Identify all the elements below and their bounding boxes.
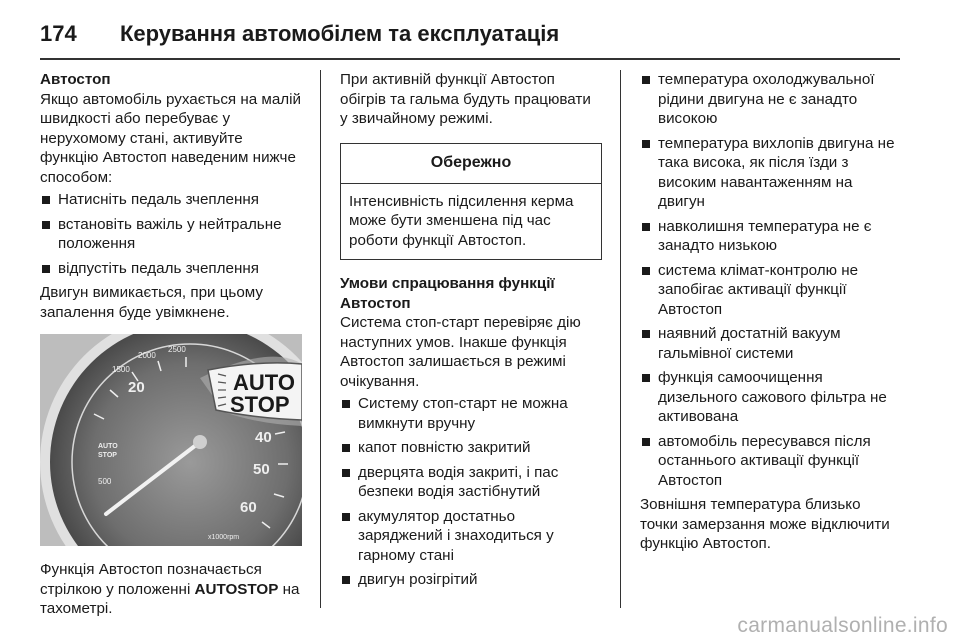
column-1 <box>40 70 302 619</box>
list-item: Систему стоп-старт не можна вимкнути вручну <box>340 394 602 433</box>
column-divider-1 <box>320 70 321 608</box>
conditions-intro: Система стоп-старт перевіряє дію наступних умов. Інакше функція Автостоп залишається в режимі очікування. <box>340 314 581 390</box>
bullet-icon <box>642 76 650 84</box>
list-item: температура вихлопів двигуна не така висока, як після їзди з високим навантаженням на двигун <box>640 134 902 212</box>
bullet-icon <box>642 140 650 148</box>
list-item: система клімат-контролю не запобігає активації функції Автостоп <box>640 261 902 320</box>
bullet-icon <box>642 223 650 231</box>
dial-stop-label-auto: AUTO <box>98 443 118 450</box>
header-divider <box>40 58 900 60</box>
caution-title: Обережно <box>341 144 601 184</box>
tachometer-figure <box>40 334 302 546</box>
caution-body: Інтенсивність підсилення керма може бути зменшена під час роботи функції Автостоп. <box>349 192 574 249</box>
freezing-note: Зовнішня температура близько точки замерзання може відключити функцію Автостоп. <box>640 496 890 552</box>
conditions-list-continued <box>640 70 902 490</box>
list-item: функція самоочищення дизельного сажового фільтра не активована <box>640 368 902 427</box>
bullet-icon <box>642 330 650 338</box>
conditions-list <box>340 394 602 590</box>
section-heading-conditions: Умови спрацювання функції Автостоп <box>340 275 555 312</box>
heating-brakes-text: При активній функції Автостоп обігрів та гальма будуть працювати у звичайному режимі. <box>340 71 591 127</box>
dial-label-60: 60 <box>240 499 257 516</box>
bullet-icon <box>42 265 50 273</box>
list-item: акумулятор достатньо заряджений і знаходиться у гарному стані <box>340 507 602 566</box>
bullet-icon <box>342 400 350 408</box>
watermark: carmanualsonline.info <box>737 614 948 637</box>
list-item: встановіть важіль у нейтральне положення <box>40 215 302 254</box>
dial-label-20: 20 <box>128 379 145 396</box>
bullet-icon <box>642 374 650 382</box>
bullet-icon <box>42 196 50 204</box>
list-item: капот повністю закритий <box>340 438 602 458</box>
bullet-icon <box>342 444 350 452</box>
list-item: дверцята водія закриті, і пас безпеки водія застібнутий <box>340 463 602 502</box>
page-header <box>40 14 559 54</box>
column-divider-2 <box>620 70 621 608</box>
activation-steps-list <box>40 190 302 278</box>
needle-hub <box>193 435 207 449</box>
dial-label-500: 500 <box>98 477 112 486</box>
dial-label-40: 40 <box>255 429 272 446</box>
column-3 <box>640 70 902 554</box>
bullet-icon <box>642 438 650 446</box>
badge-stop-text: STOP <box>230 392 290 417</box>
list-item: відпустіть педаль зчеплення <box>40 259 302 279</box>
list-item: навколишня температура не є занадто низькою <box>640 217 902 256</box>
autostop-badge <box>208 363 302 420</box>
bullet-icon <box>42 221 50 229</box>
dial-label-rpm: x1000rpm <box>208 534 240 541</box>
page-number: 174 <box>40 21 77 46</box>
column-2 <box>340 70 602 595</box>
dial-label-2500: 2500 <box>168 345 186 354</box>
list-item: двигун розігрітий <box>340 570 602 590</box>
list-item: автомобіль пересувався після останнього активації функції Автостоп <box>640 432 902 491</box>
tachometer-illustration <box>40 334 302 546</box>
dial-label-2000: 2000 <box>138 351 156 360</box>
list-item: наявний достатній вакуум гальмівної системи <box>640 324 902 363</box>
section-heading-autostop: Автостоп <box>40 71 111 88</box>
autostop-intro: Якщо автомобіль рухається на малій швидкості або перебуває у нерухомому стані, активуйте функцію Автостоп наведеним нижче способом: <box>40 90 302 186</box>
badge-auto-text: AUTO <box>233 370 295 395</box>
bullet-icon <box>342 469 350 477</box>
bullet-icon <box>642 267 650 275</box>
dial-label-1500: 1500 <box>112 365 130 374</box>
dial-stop-label-stop: STOP <box>98 452 117 459</box>
bullet-icon <box>342 513 350 521</box>
dial-label-50: 50 <box>253 461 270 478</box>
list-item: температура охолоджувальної рідини двигуна не є занадто високою <box>640 70 902 129</box>
list-item: Натисніть педаль зчеплення <box>40 190 302 210</box>
page-title: Керування автомобілем та експлуатація <box>120 21 560 46</box>
bullet-icon <box>342 576 350 584</box>
engine-off-text: Двигун вимикається, при цьому запалення буде увімкнене. <box>40 284 263 321</box>
figure-caption: Функція Автостоп позначається стрілкою у положенні AUTOSTOP на тахометрі. <box>40 561 300 617</box>
caution-box <box>340 143 602 261</box>
